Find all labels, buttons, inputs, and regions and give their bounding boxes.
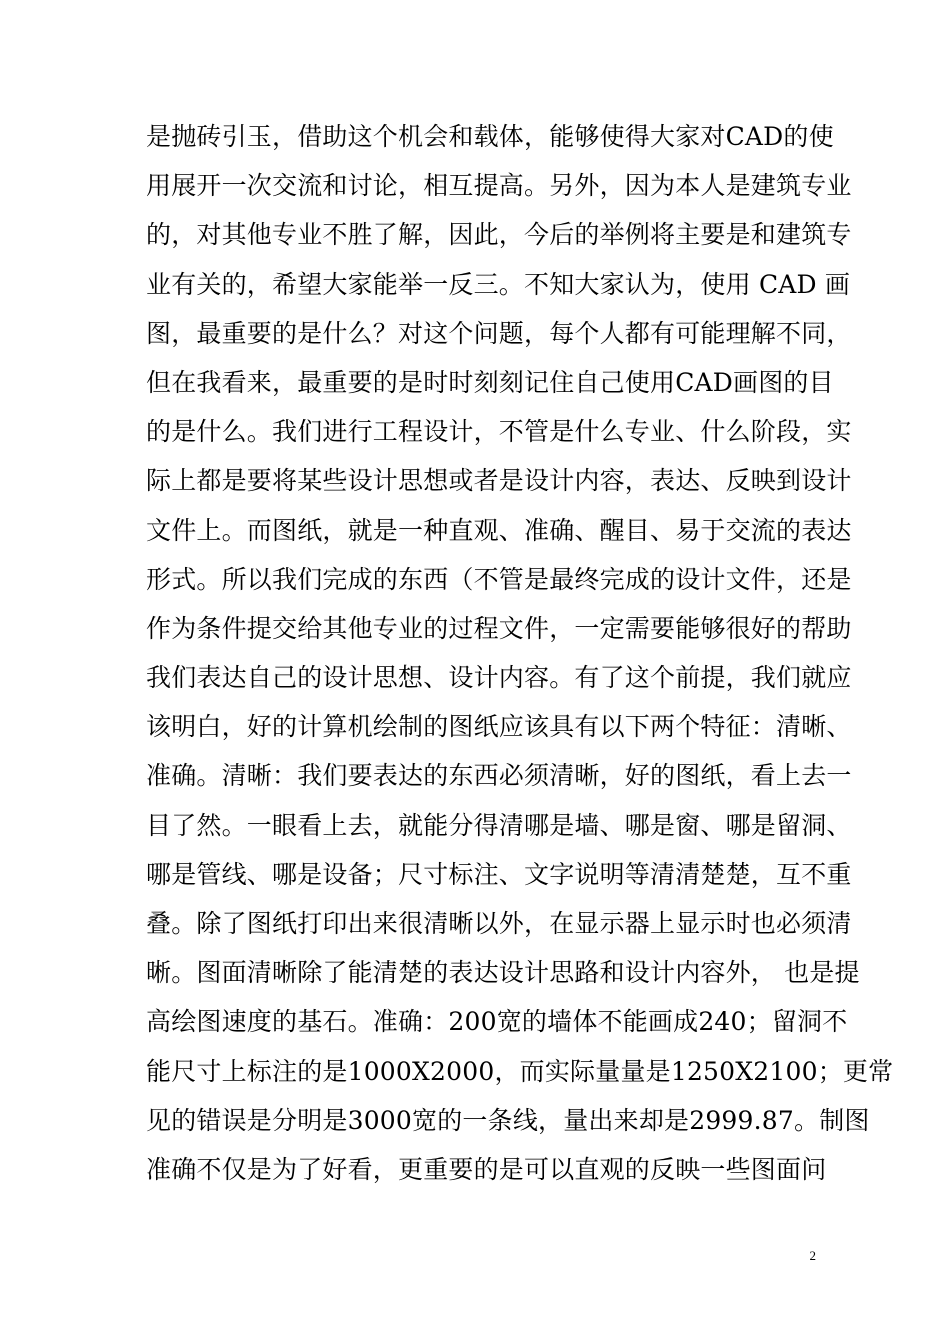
text-line: 但在我看来，最重要的是时时刻刻记住自己使用CAD画图的目 xyxy=(146,367,834,397)
text-line: 的是什么。我们进行工程设计，不管是什么专业、什么阶段，实 xyxy=(146,417,852,447)
text-line: 准确。清晰：我们要表达的东西必须清晰，好的图纸，看上去一 xyxy=(146,761,852,791)
text-line: 是抛砖引玉，借助这个机会和载体，能够使得大家对CAD的使 xyxy=(146,122,834,151)
text-line: 目了然。一眼看上去，就能分得清哪是墙、哪是窗、哪是留洞、 xyxy=(146,810,852,840)
text-line: 形式。所以我们完成的东西（不管是最终完成的设计文件，还是 xyxy=(146,564,852,594)
text-line: 该明白，好的计算机绘制的图纸应该具有以下两个特征：清晰、 xyxy=(146,712,852,742)
text-line: 图，最重要的是什么？对这个问题，每个人都有可能理解不同， xyxy=(146,318,852,348)
text-line: 际上都是要将某些设计思想或者是设计内容，表达、反映到设计 xyxy=(146,466,852,496)
text-line: 晰。图面清晰除了能清楚的表达设计思路和设计内容外， 也是提 xyxy=(146,958,860,988)
text-line: 作为条件提交给其他专业的过程文件，一定需要能够很好的帮助 xyxy=(146,613,852,643)
text-line: 我们表达自己的设计思想、设计内容。有了这个前提，我们就应 xyxy=(146,663,852,693)
text-line: 高绘图速度的基石。准确：200宽的墙体不能画成240；留洞不 xyxy=(146,1007,848,1037)
page-number: 2 xyxy=(809,1248,816,1263)
text-line: 叠。除了图纸打印出来很清晰以外，在显示器上显示时也必须清 xyxy=(146,909,852,938)
text-line: 能尺寸上标注的是1000X2000，而实际量量是1250X2100；更常 xyxy=(146,1056,894,1086)
text-line: 的，对其他专业不胜了解，因此，今后的举例将主要是和建筑专 xyxy=(146,220,852,250)
text-line: 见的错误是分明是3000宽的一条线，量出来却是2999.87。制图 xyxy=(146,1105,870,1135)
text-line: 准确不仅是为了好看，更重要的是可以直观的反映一些图面问 xyxy=(146,1154,827,1184)
text-line: 用展开一次交流和讨论，相互提高。另外，因为本人是建筑专业 xyxy=(146,171,852,201)
body-text xyxy=(146,112,894,1194)
text-line: 哪是管线、哪是设备；尺寸标注、文字说明等清清楚楚，互不重 xyxy=(146,859,852,889)
text-line: 文件上。而图纸，就是一种直观、准确、醒目、易于交流的表达 xyxy=(146,515,852,545)
text-line: 业有关的，希望大家能举一反三。不知大家认为，使用 CAD 画 xyxy=(146,269,851,299)
